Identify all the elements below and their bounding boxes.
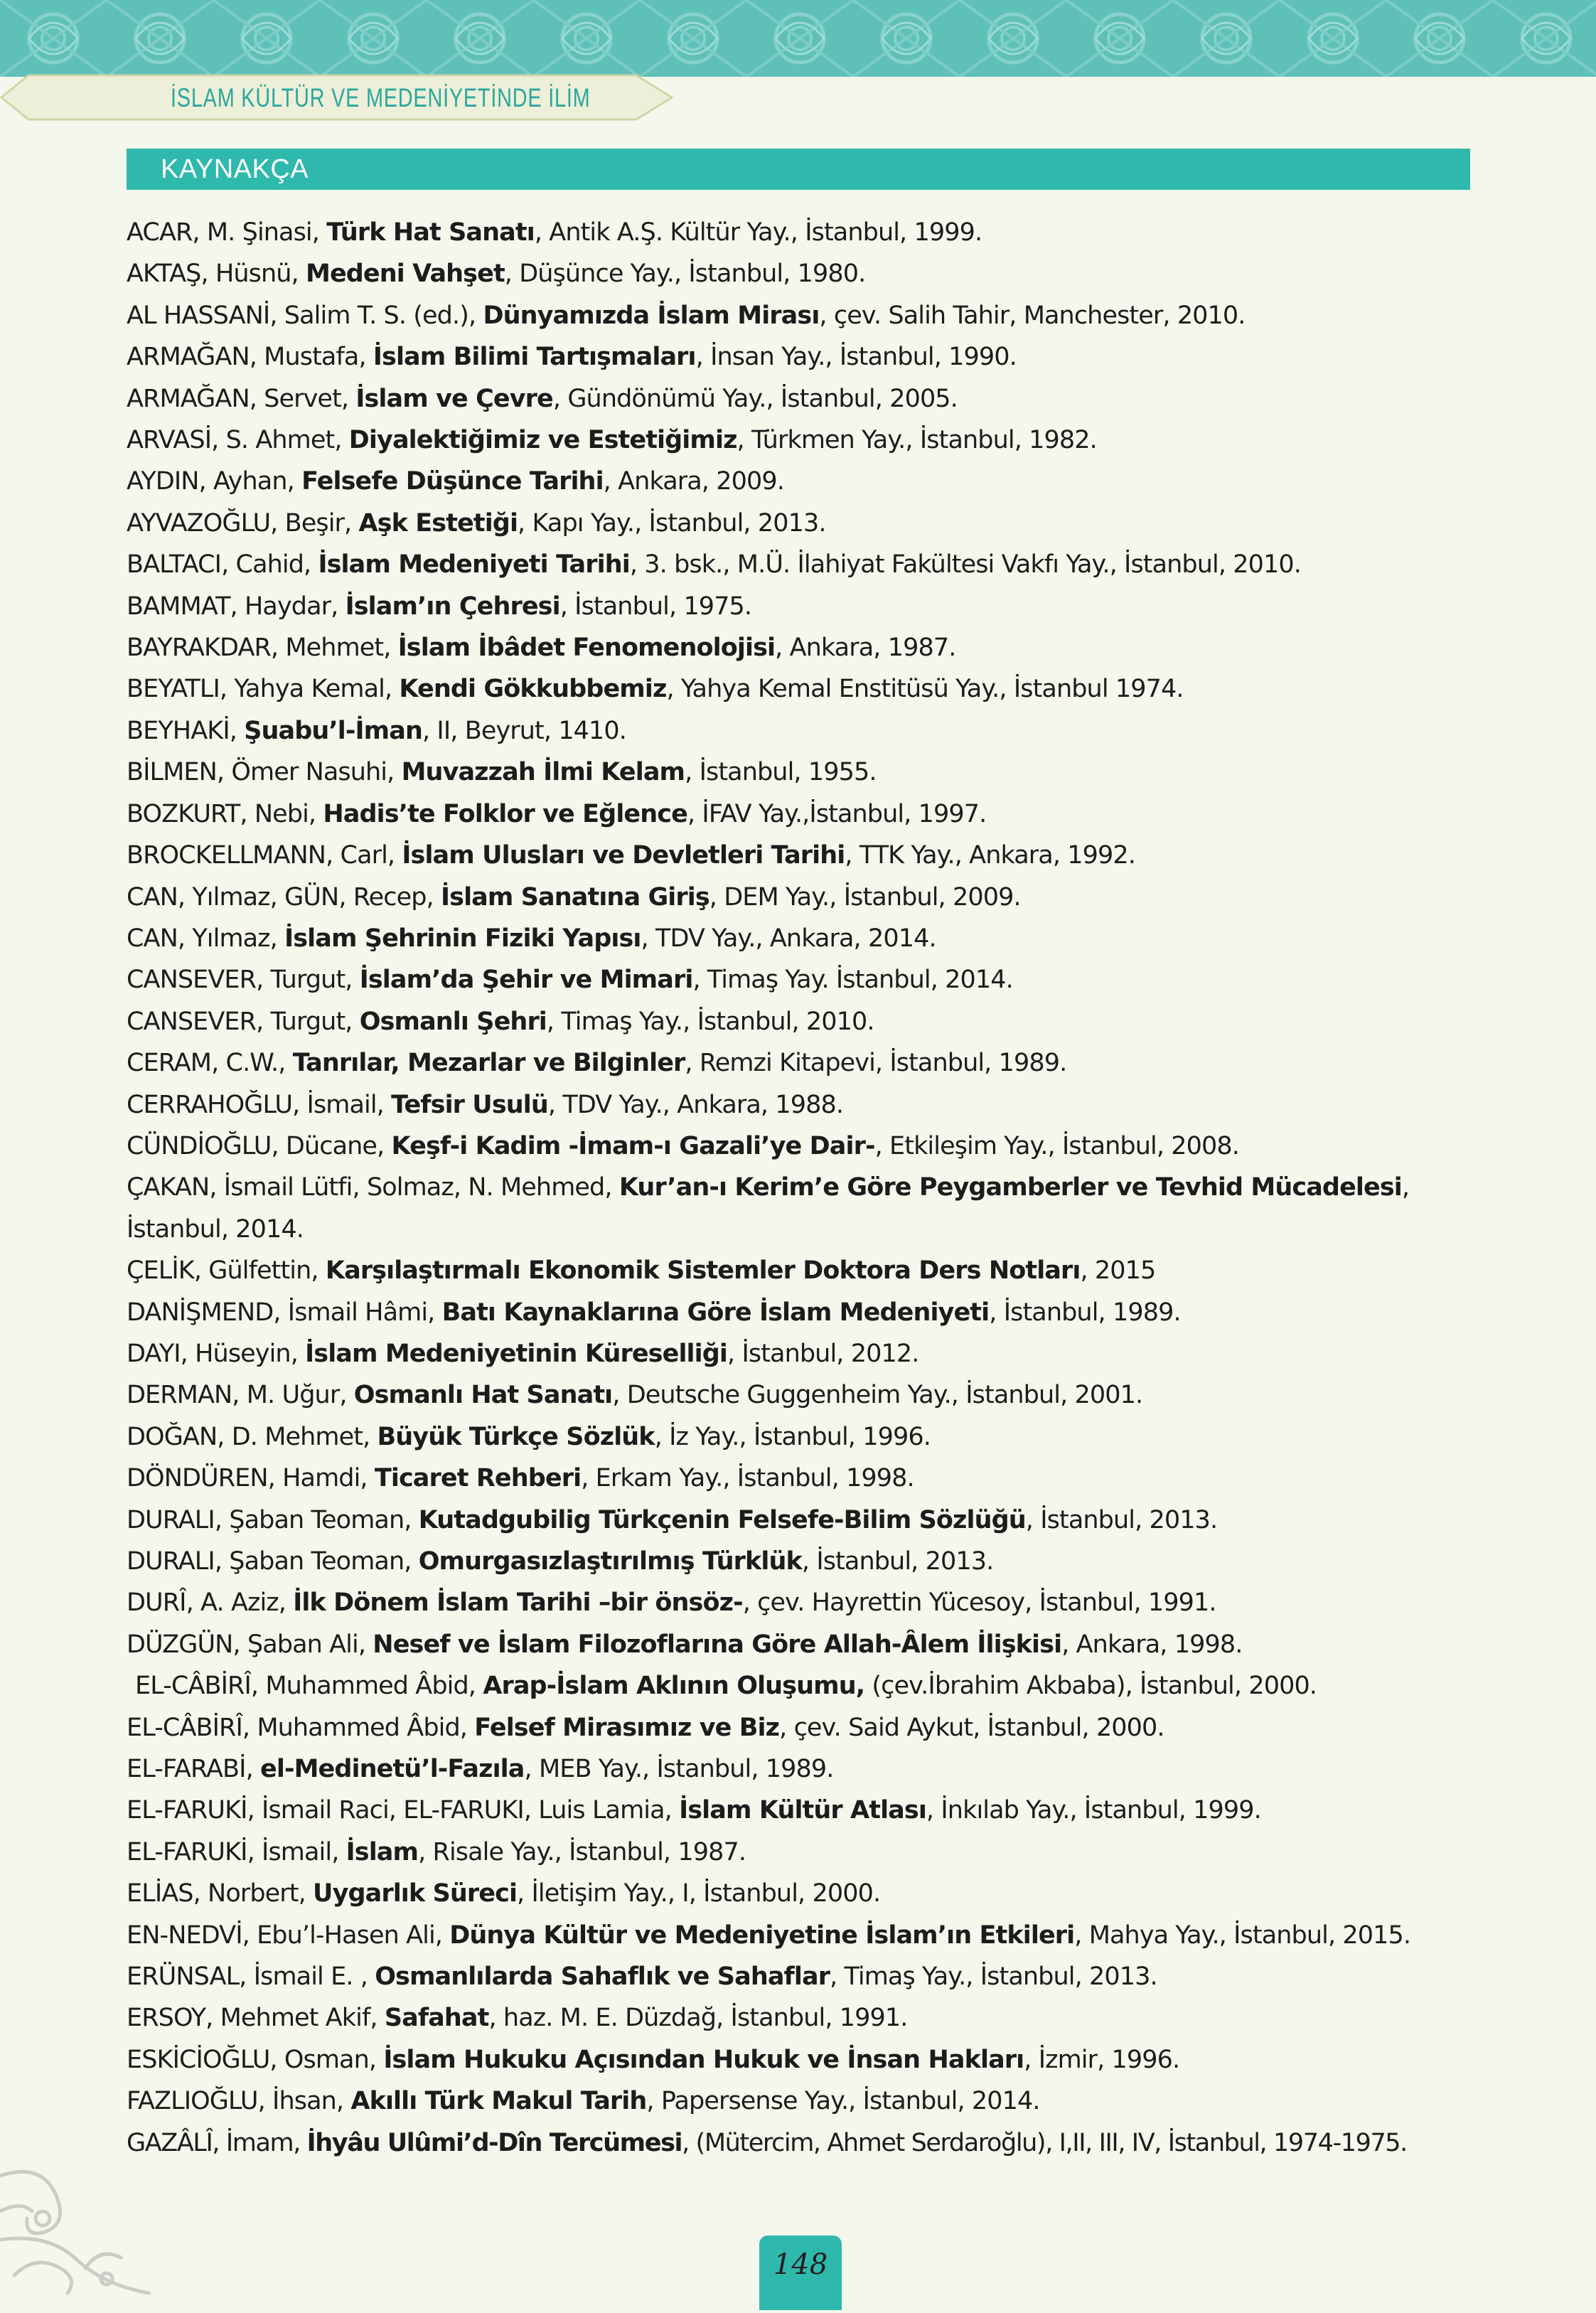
section-title: KAYNAKÇA: [161, 154, 309, 184]
reference-entry: BİLMEN, Ömer Nasuhi, Muvazzah İlmi Kelam, İstanbul, 1955.: [127, 758, 877, 787]
reference-entry: FAZLIOĞLU, İhsan, Akıllı Türk Makul Tarih, Papersense Yay., İstanbul, 2014.: [127, 2087, 1040, 2116]
reference-entry: ACAR, M. Şinasi, Türk Hat Sanatı, Antik A.Ş. Kültür Yay., İstanbul, 1999.: [127, 218, 982, 247]
reference-entry: EL-FARUKİ, İsmail Raci, EL-FARUKI, Luis Lamia, İslam Kültür Atlası, İnkılab Yay., İstanbul, 1999.: [127, 1796, 1261, 1825]
page-number-tab: [759, 2235, 842, 2310]
page-number: 148: [773, 2248, 828, 2281]
top-decorative-band: [0, 0, 1596, 77]
reference-entry: AYDIN, Ayhan, Felsefe Düşünce Tarihi, Ankara, 2009.: [127, 467, 784, 496]
reference-entry: ERSOY, Mehmet Akif, Safahat, haz. M. E. Düzdağ, İstanbul, 1991.: [127, 2004, 908, 2033]
reference-entry: CAN, Yılmaz, İslam Şehrinin Fiziki Yapısı, TDV Yay., Ankara, 2014.: [127, 924, 936, 953]
reference-entry: CERRAHOĞLU, İsmail, Tefsir Usulü, TDV Yay., Ankara, 1988.: [127, 1090, 844, 1119]
reference-entry: AYVAZOĞLU, Beşir, Aşk Estetiği, Kapı Yay., İstanbul, 2013.: [127, 508, 826, 538]
reference-entry: ÇAKAN, İsmail Lütfi, Solmaz, N. Mehmed, Kur’an-ı Kerim’e Göre Peygamberler ve Tevhid Mücadelesi, İstanbul, 2014.: [127, 1173, 1410, 1244]
floral-ornament-icon: [0, 2133, 164, 2313]
reference-entry: EL-CÂBİRÎ, Muhammed Âbid, Arap-İslam Aklının Oluşumu, (çev.İbrahim Akbaba), İstanbul, 2000.: [135, 1672, 1317, 1701]
reference-entry: BEYHAKİ, Şuabu’l-İman, II, Beyrut, 1410.: [127, 716, 627, 745]
reference-entry: BALTACI, Cahid, İslam Medeniyeti Tarihi, 3. bsk., M.Ü. İlahiyat Fakültesi Vakfı Yay., İstanbul, 2010.: [127, 550, 1302, 579]
reference-entry: BAYRAKDAR, Mehmet, İslam İbâdet Fenomenolojisi, Ankara, 1987.: [127, 634, 956, 663]
reference-entry: EL-CÂBİRÎ, Muhammed Âbid, Felsef Mirasımız ve Biz, çev. Said Aykut, İstanbul, 2000.: [127, 1713, 1164, 1742]
reference-entry: AKTAŞ, Hüsnü, Medeni Vahşet, Düşünce Yay., İstanbul, 1980.: [127, 260, 866, 289]
reference-entry: BEYATLI, Yahya Kemal, Kendi Gökkubbemiz, Yahya Kemal Enstitüsü Yay., İstanbul 1974.: [127, 675, 1184, 704]
reference-entry: DERMAN, M. Uğur, Osmanlı Hat Sanatı, Deutsche Guggenheim Yay., İstanbul, 2001.: [127, 1381, 1143, 1410]
reference-entry: DÜZGÜN, Şaban Ali, Nesef ve İslam Filozoflarına Göre Allah-Âlem İlişkisi, Ankara, 1998.: [127, 1630, 1243, 1659]
reference-entry: AL HASSANİ, Salim T. S. (ed.), Dünyamızda İslam Mirası, çev. Salih Tahir, Manchester, 2010.: [127, 301, 1246, 330]
reference-entry: DURALI, Şaban Teoman, Omurgasızlaştırılmış Türklük, İstanbul, 2013.: [127, 1547, 994, 1576]
reference-entry: ARMAĞAN, Servet, İslam ve Çevre, Gündönümü Yay., İstanbul, 2005.: [127, 384, 958, 413]
reference-entry: ÇELİK, Gülfettin, Karşılaştırmalı Ekonomik Sistemler Doktora Ders Notları, 2015: [127, 1256, 1156, 1286]
lattice-pattern-icon: [0, 0, 1596, 77]
reference-entry: EL-FARABİ, el-Medinetü’l-Fazıla, MEB Yay., İstanbul, 1989.: [127, 1755, 834, 1784]
reference-entry: DURALI, Şaban Teoman, Kutadgubilig Türkçenin Felsefe-Bilim Sözlüğü, İstanbul, 2013.: [127, 1505, 1218, 1534]
reference-entry: CERAM, C.W., Tanrılar, Mezarlar ve Bilginler, Remzi Kitapevi, İstanbul, 1989.: [127, 1049, 1067, 1078]
reference-entry: DANİŞMEND, İsmail Hâmi, Batı Kaynaklarına Göre İslam Medeniyeti, İstanbul, 1989.: [127, 1298, 1181, 1327]
reference-entry: ELİAS, Norbert, Uygarlık Süreci, İletişim Yay., I, İstanbul, 2000.: [127, 1879, 881, 1908]
reference-entry: DAYI, Hüseyin, İslam Medeniyetinin Küreselliği, İstanbul, 2012.: [127, 1339, 919, 1368]
section-heading-bar: [127, 149, 1470, 190]
reference-entry: EL-FARUKİ, İsmail, İslam, Risale Yay., İstanbul, 1987.: [127, 1837, 746, 1866]
reference-entry: BOZKURT, Nebi, Hadis’te Folklor ve Eğlence, İFAV Yay.,İstanbul, 1997.: [127, 799, 987, 828]
reference-entry: ARVASİ, S. Ahmet, Diyalektiğimiz ve Estetiğimiz, Türkmen Yay., İstanbul, 1982.: [127, 426, 1097, 455]
reference-entry: BAMMAT, Haydar, İslam’ın Çehresi, İstanbul, 1975.: [127, 592, 752, 621]
reference-entry: CANSEVER, Turgut, Osmanlı Şehri, Timaş Yay., İstanbul, 2010.: [127, 1007, 874, 1036]
reference-entry: DOĞAN, D. Mehmet, Büyük Türkçe Sözlük, İz Yay., İstanbul, 1996.: [127, 1422, 931, 1451]
running-header-title: İSLAM KÜLTÜR VE MEDENİYETİNDE İLİM: [171, 83, 591, 112]
reference-entry: ERÜNSAL, İsmail E. , Osmanlılarda Sahaflık ve Sahaflar, Timaş Yay., İstanbul, 2013.: [127, 1962, 1157, 1992]
reference-entry: EN-NEDVİ, Ebu’l-Hasen Ali, Dünya Kültür ve Medeniyetine İslam’ın Etkileri, Mahya Yay., İstanbul, 2015.: [127, 1921, 1411, 1950]
reference-entry: BROCKELLMANN, Carl, İslam Ulusları ve Devletleri Tarihi, TTK Yay., Ankara, 1992.: [127, 841, 1135, 870]
reference-entry: GAZÂLÎ, İmam, İhyâu Ulûmi’d-Dîn Tercümesi, (Mütercim, Ahmet Serdaroğlu), I,II, III, IV, İstanbul, 1974-1975.: [127, 2128, 1407, 2157]
reference-list: [127, 212, 1470, 2164]
reference-entry: CANSEVER, Turgut, İslam’da Şehir ve Mimari, Timaş Yay. İstanbul, 2014.: [127, 966, 1013, 995]
reference-entry: ESKİCİOĞLU, Osman, İslam Hukuku Açısından Hukuk ve İnsan Hakları, İzmir, 1996.: [127, 2045, 1180, 2074]
reference-entry: ARMAĞAN, Mustafa, İslam Bilimi Tartışmaları, İnsan Yay., İstanbul, 1990.: [127, 343, 1017, 372]
reference-entry: CÜNDİOĞLU, Dücane, Keşf-i Kadim -İmam-ı Gazali’ye Dair-, Etkileşim Yay., İstanbul, 2008.: [127, 1131, 1239, 1160]
reference-entry: CAN, Yılmaz, GÜN, Recep, İslam Sanatına Giriş, DEM Yay., İstanbul, 2009.: [127, 882, 1021, 912]
reference-entry: DURÎ, A. Aziz, İlk Dönem İslam Tarihi –bir önsöz-, çev. Hayrettin Yücesoy, İstanbul, 1991.: [127, 1588, 1216, 1618]
reference-entry: DÖNDÜREN, Hamdi, Ticaret Rehberi, Erkam Yay., İstanbul, 1998.: [127, 1464, 914, 1493]
